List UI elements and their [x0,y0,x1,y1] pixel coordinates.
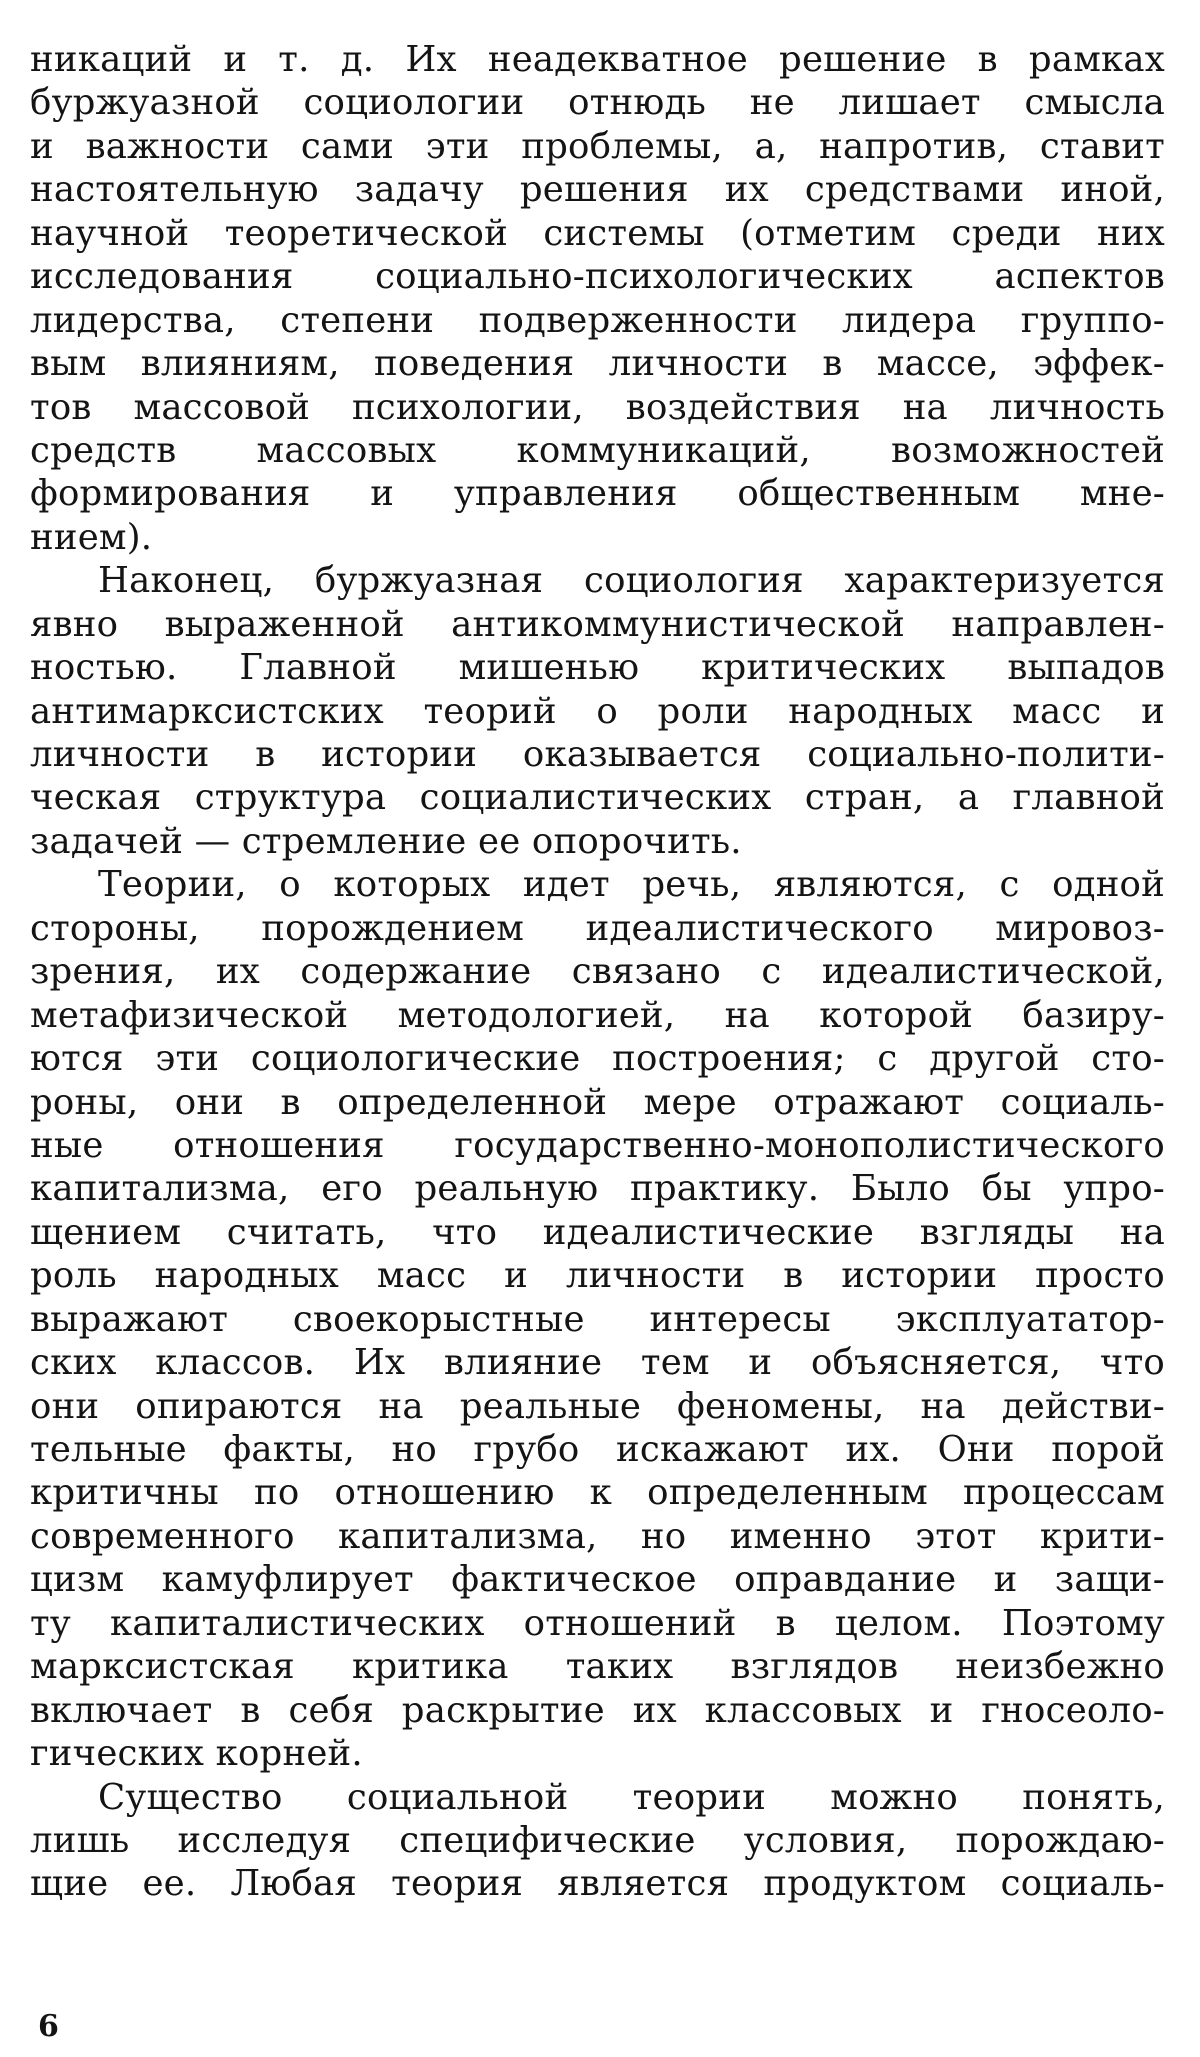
text-line: Существо социальной теории можно понять, [98,1776,1165,1818]
text-line: зрения, их содержание связано с идеалистической, [30,951,1165,993]
text-line: средств массовых коммуникаций, возможностей [30,429,1165,471]
text-line: тельные факты, но грубо искажают их. Они порой [30,1429,1165,1470]
text-line: включает в себя раскрытие их классовых и гносеоло- [30,1689,1165,1731]
paragraph [30,1776,1165,1906]
text-line: гических корней. [30,1733,363,1775]
text-line: вым влияниям, поведения личности в массе, эффек- [30,343,1165,385]
text-line: современного капитализма, но именно этот крити- [30,1515,1165,1557]
text-line: исследования социально-психологических аспектов [30,256,1165,298]
text-line: личности в истории оказывается социально-полити- [30,734,1165,775]
paragraph [30,559,1165,863]
text-line: антимарксистских теорий о роли народных масс и [30,690,1165,732]
text-line: настоятельную задачу решения их средствами иной, [30,169,1165,211]
page-number: 6 [38,2009,59,2044]
text-line: лишь исследуя специфические условия, порождаю- [30,1819,1165,1861]
text-line: задачей — стремление ее опорочить. [30,820,742,862]
text-line: щением считать, что идеалистические взгляды на [30,1211,1165,1253]
paragraph [30,38,1165,559]
text-line: ских классов. Их влияние тем и объясняется, что [30,1342,1165,1384]
text-line: никаций и т. д. Их неадекватное решение в рамках [30,39,1165,80]
text-line: формирования и управления общественным мне- [30,473,1165,515]
text-line: ту капиталистических отношений в целом. Поэтому [30,1602,1165,1644]
text-line: цизм камуфлирует фактическое оправдание и защи- [30,1559,1165,1601]
text-line: они опираются на реальные феномены, на действи- [30,1385,1165,1427]
text-line: ностью. Главной мишенью критических выпадов [30,647,1165,689]
text-line: нием). [30,516,153,558]
text-line: стороны, порождением идеалистического мировоз- [30,907,1165,949]
text-line: Наконец, буржуазная социология характеризуется [98,560,1165,602]
text-line: лидерства, степени подверженности лидера группо- [30,299,1165,341]
text-line: критичны по отношению к определенным процессам [30,1472,1165,1514]
text-line: явно выраженной антикоммунистической направлен- [30,603,1165,645]
text-line: марксистская критика таких взглядов неизбежно [30,1646,1165,1688]
text-line: научной теоретической системы (отметим среди них [30,212,1165,254]
body-text [30,38,1165,1906]
text-line: Теории, о которых идет речь, являются, с одной [98,864,1165,906]
text-line: щие ее. Любая теория является продуктом социаль- [30,1863,1165,1905]
text-line: метафизической методологией, на которой базиру- [30,994,1165,1036]
text-line: и важности сами эти проблемы, а, напротив, ставит [30,125,1165,167]
text-line: ные отношения государственно-монополистического [30,1124,1165,1166]
text-line: буржуазной социологии отнюдь не лишает смысла [30,82,1165,124]
text-line: роны, они в определенной мере отражают социаль- [30,1081,1165,1123]
text-line: ются эти социологические построения; с другой сто- [30,1038,1165,1080]
paragraph [30,863,1165,1775]
text-line: тов массовой психологии, воздействия на личность [30,386,1165,428]
text-line: капитализма, его реальную практику. Было бы упро- [30,1168,1165,1210]
text-line: ческая структура социалистических стран, а главной [30,777,1165,819]
text-line: роль народных масс и личности в истории просто [30,1255,1165,1297]
text-line: выражают своекорыстные интересы эксплуататор- [30,1298,1165,1340]
